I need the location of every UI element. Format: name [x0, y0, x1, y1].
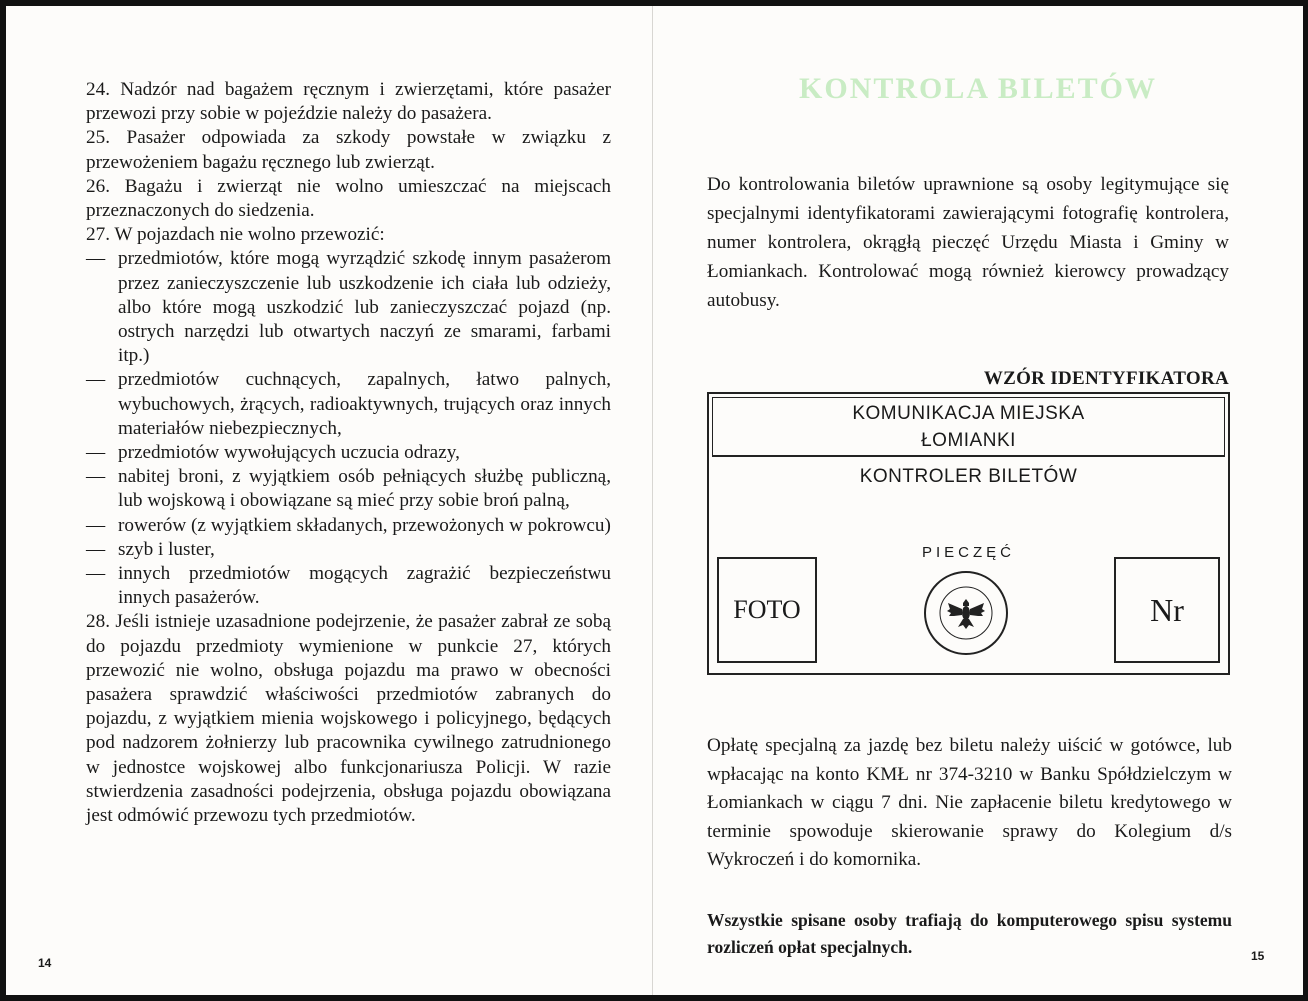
list-item-text: nabitej broni, z wyjątkiem osób pełniących służbę publiczną, lub wojskową i obowiązane są mieć przy sobie broń palną, — [118, 466, 611, 512]
list-item — [86, 514, 611, 538]
paragraph-27: 27. W pojazdach nie wolno przewozić: — [86, 224, 385, 246]
number-box — [1114, 557, 1220, 663]
paragraph-25: 25. Pasażer odpowiada za szkody powstałe w związku z przewożeniem bagażu ręcznego lub zwierząt. — [86, 127, 611, 173]
paragraph-24: 24. Nadzór nad bagażem ręcznym i zwierzętami, które pasażer przewozi przy sobie w pojeździe należy do pasażera. — [86, 79, 611, 125]
left-page — [6, 6, 653, 995]
list-item-text: szyb i luster, — [118, 538, 215, 560]
number-label: Nr — [1150, 591, 1184, 628]
section-heading: KONTROLA BILETÓW — [799, 72, 1157, 105]
right-page — [653, 6, 1303, 995]
id-card-header — [712, 397, 1225, 457]
page-number: 15 — [1251, 949, 1265, 963]
dash-marker: — — [86, 563, 106, 585]
org-name: KOMUNIKACJA MIEJSKA — [852, 403, 1085, 424]
list-item — [86, 465, 611, 513]
dash-marker: — — [86, 442, 106, 464]
list-item-text: przedmiotów, które mogą wyrządzić szkodę innym pasażerom przez zanieczyszczenie lub uszkodzenie ich ciała lub odzieży, albo które mogą uszkodzić lub zanieczyszczać pojazd (np. ostrych narzędzi lub otwartych naczyń ze smarami, farbami itp.) — [118, 248, 611, 367]
bold-note: Wszystkie spisane osoby trafiają do komputerowego spisu systemu rozliczeń opłat specjalnych. — [707, 910, 1232, 957]
list-item-text: przedmiotów wywołujących uczucia odrazy, — [118, 442, 460, 464]
dash-marker: — — [86, 369, 106, 391]
list-item — [86, 441, 611, 465]
intro-paragraph: Do kontrolowania biletów uprawnione są osoby legitymujące się specjalnymi identyfikatorami zawierającymi fotografię kontrolera, numer kontrolera, okrągłą pieczęć Urzędu Miasta i Gminy w Łomiankach. Kontrolować mogą również kierowcy prowadzący autobusy. — [707, 174, 1229, 311]
dash-marker: — — [86, 538, 106, 560]
list-item-text: rowerów (z wyjątkiem składanych, przewożonych w pokrowcu) — [118, 514, 611, 536]
id-card-sample — [707, 392, 1230, 675]
list-item-text: innych przedmiotów mogących zagrażić bezpieczeństwu innych pasażerów. — [118, 563, 611, 609]
stamp-label: PIECZĘĆ — [921, 544, 1015, 561]
prohibited-items-list — [86, 247, 611, 610]
photo-box — [717, 557, 817, 663]
list-item-text: przedmiotów cuchnących, zapalnych, łatwo palnych, wybuchowych, żrących, radioaktywnych, trujących oraz innych materiałów niebezpiecznych, — [118, 369, 611, 439]
fine-payment-text — [707, 732, 1232, 875]
org-city: ŁOMIANKI — [921, 430, 1016, 451]
photo-label: FOTO — [733, 595, 801, 624]
id-card-label: WZÓR IDENTYFIKATORA — [983, 368, 1229, 389]
paragraph-28: 28. Jeśli istnieje uzasadnione podejrzenie, że pasażer zabrał ze sobą do pojazdu przedmioty wymienione w punkcie 27, których przewozić nie wolno, obsługa pojazdu ma prawo w obecności pasażera sprawdzić właściwości przedmiotów zabranych do pojazdu, z wyjątkiem mienia wojskowego i policyjnego, będących pod nadzorem żołnierzy lub pracownika cywilnego zatrudnionego w jednostce wojskowej albo funkcjonariusza Policji. W razie stwierdzenia zasadności podejrzenia, obsługa pojazdu obowiązana jest odmówić przewozu tych przedmiotów. — [86, 611, 611, 827]
list-item — [86, 247, 611, 368]
page-number: 14 — [38, 956, 52, 970]
eagle-icon — [938, 585, 994, 641]
regulations-text — [86, 78, 611, 828]
dash-marker: — — [86, 466, 106, 488]
dash-marker: — — [86, 248, 106, 270]
id-card-role: KONTROLER BILETÓW — [859, 466, 1078, 487]
list-item — [86, 368, 611, 441]
list-item — [86, 538, 611, 562]
paragraph-26: 26. Bagażu i zwierząt nie wolno umieszczać na miejscach przeznaczonych do siedzenia. — [86, 175, 611, 222]
dash-marker: — — [86, 514, 106, 536]
list-item — [86, 562, 611, 610]
eagle-emblem-icon — [924, 571, 1008, 655]
fine-paragraph: Opłatę specjalną za jazdę bez biletu należy uiścić w gotówce, lub wpłacając na konto KMŁ nr 374-3210 w Banku Spółdzielczym w Łomiankach w ciągu 7 dni. Nie zapłacenie biletu kredytowego w terminie spowoduje skierowanie sprawy do Kolegium d/s Wykroczeń i do komornika. — [707, 735, 1232, 870]
